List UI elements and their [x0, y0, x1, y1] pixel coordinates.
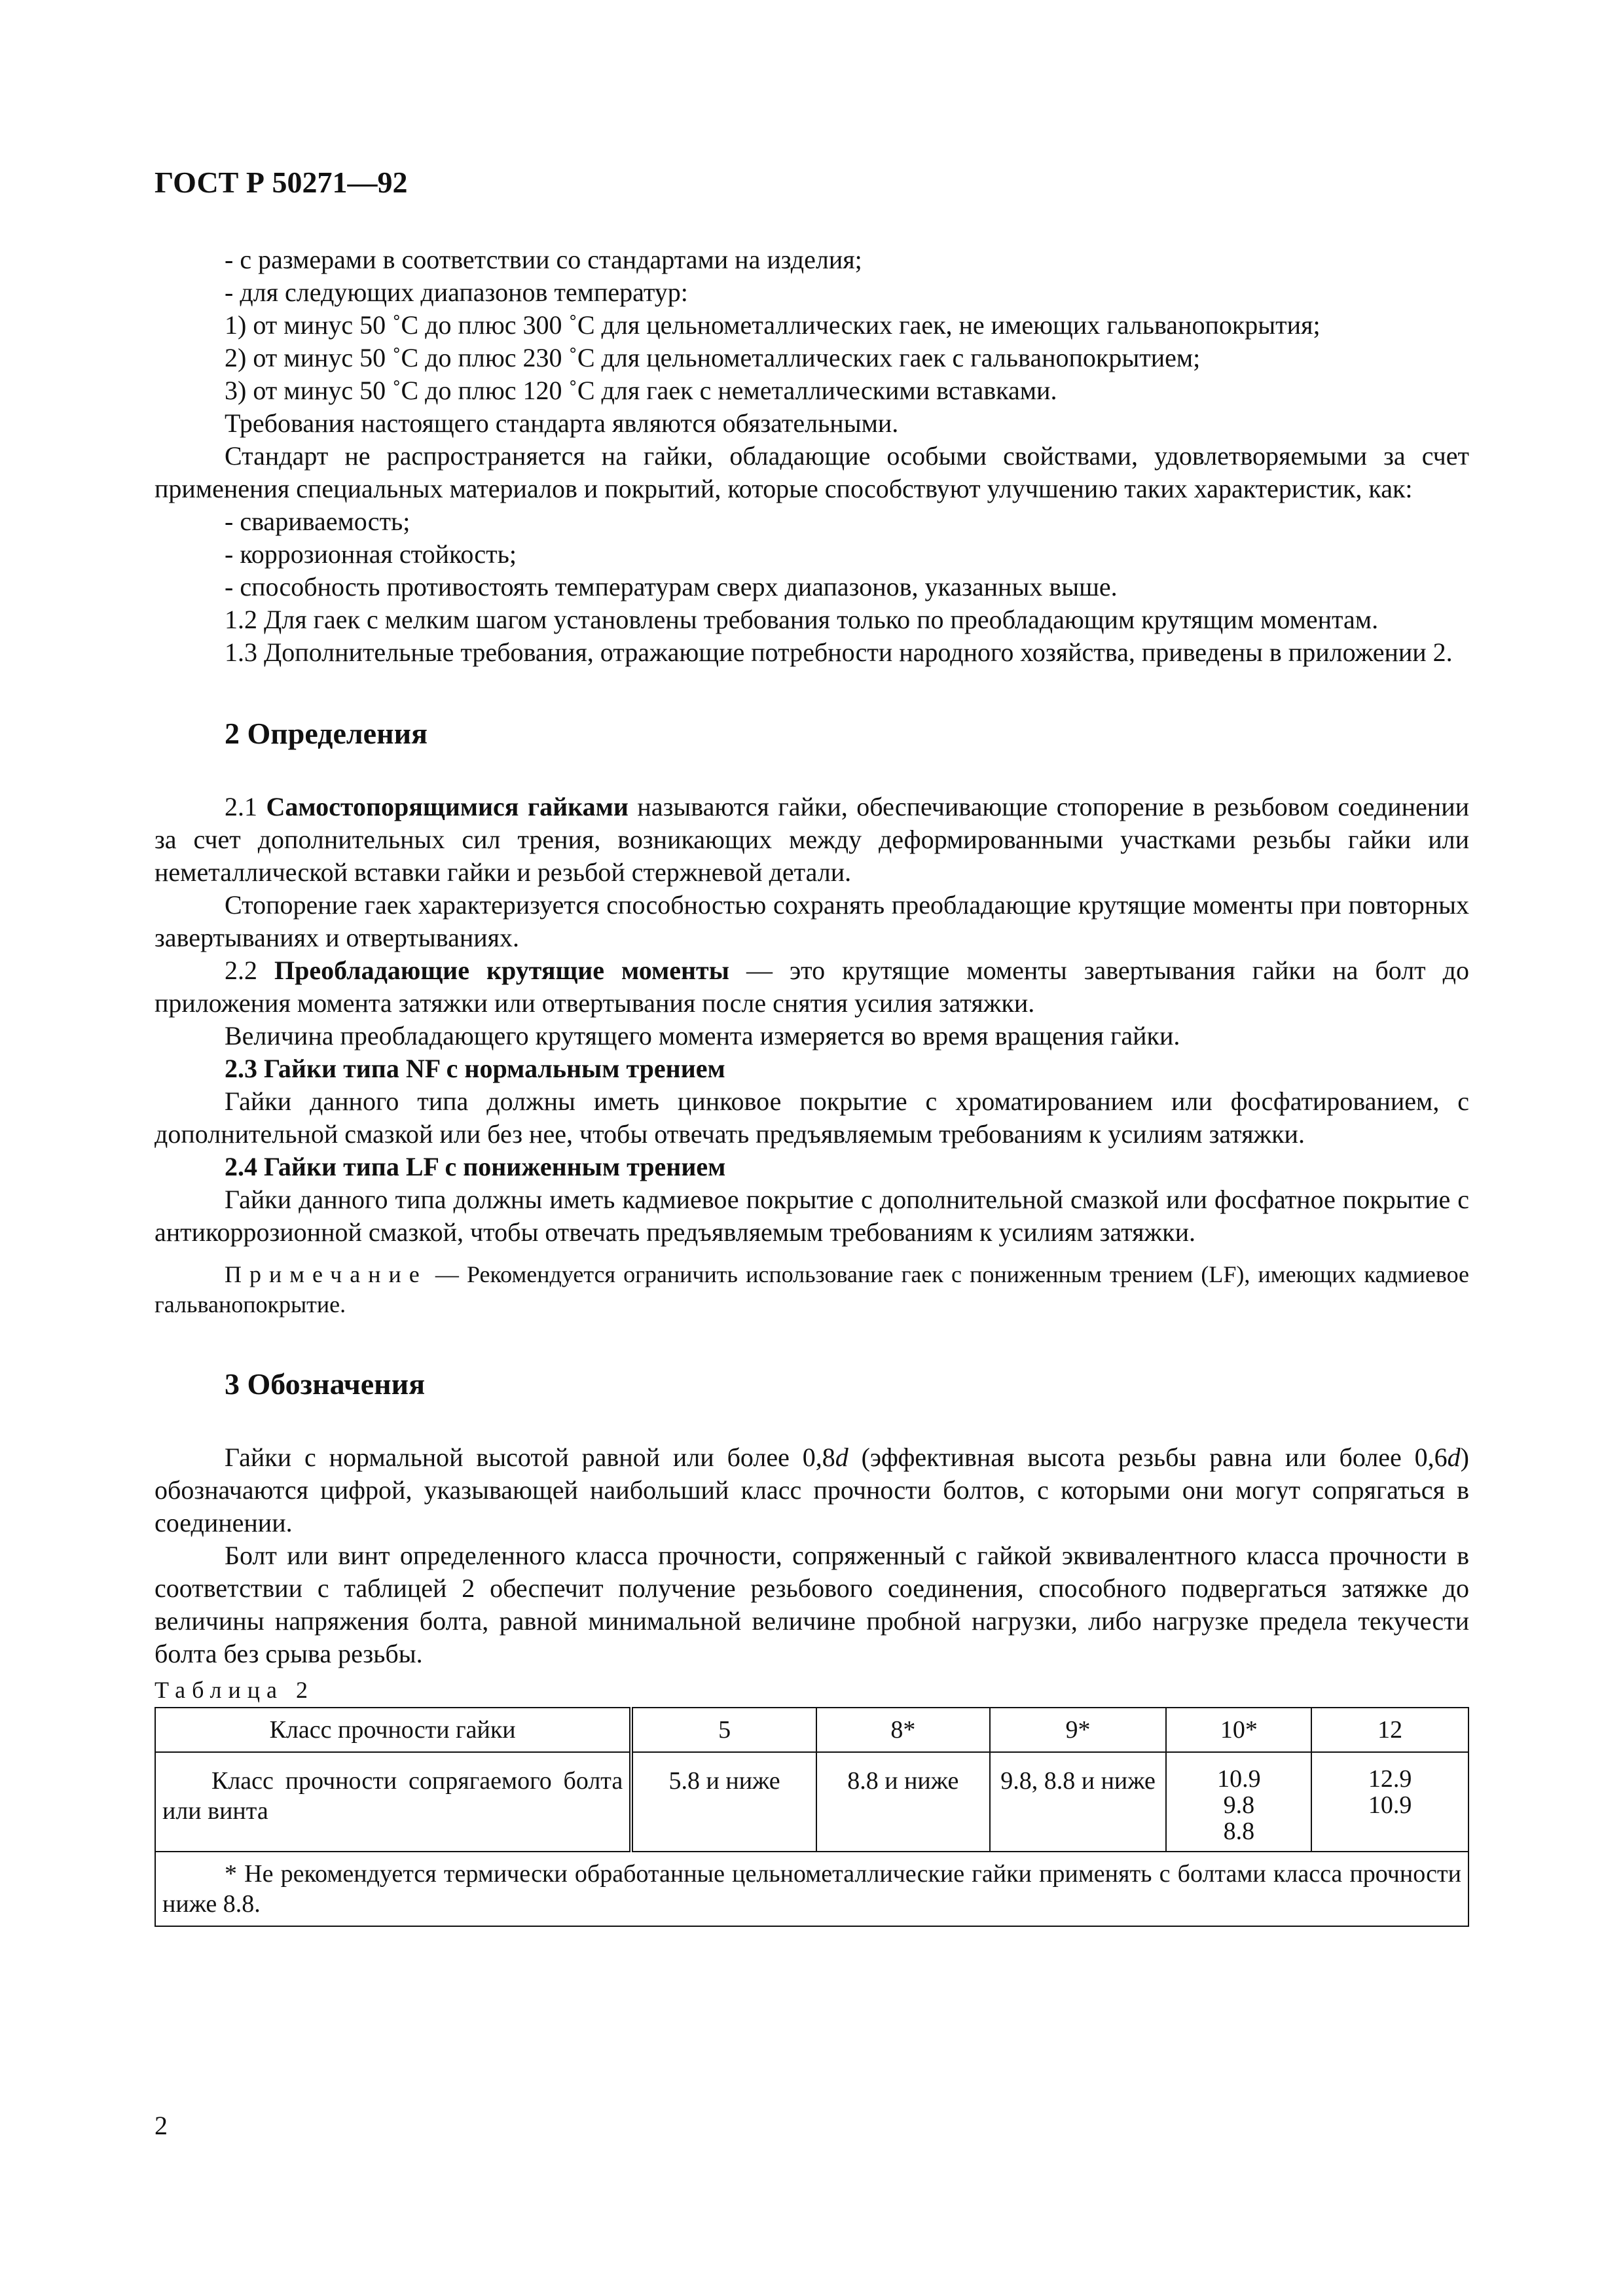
intro-line: 2) от минус 50 ˚С до плюс 230 ˚С для цельнометаллических гаек с гальванопокрытием; [225, 343, 1201, 372]
table-cell: 5.8 и ниже [631, 1752, 816, 1852]
table-label: Таблица 2 [155, 1677, 314, 1703]
defined-term: Самостопорящимися гайками [266, 792, 629, 821]
clause-number: 2.2 [225, 956, 257, 985]
clause-2-3-text: Гайки данного типа должны иметь цинковое покрытие с хроматированием или фосфатированием, с дополнительной смазкой или без нее, чтобы отвечать предъявляемым требованиям к усилиям затяжки. [155, 1086, 1469, 1149]
text-run: (эффективная высота резьбы равна или более 0,6 [848, 1443, 1448, 1472]
table-cell: 8.8 и ниже [816, 1752, 990, 1852]
clause-number: 2.1 [225, 792, 257, 821]
row-header: Класс прочности гайки [155, 1708, 631, 1752]
clause-2-2 [155, 954, 1469, 1020]
intro-line: - с размерами в соответствии со стандартами на изделия; [225, 245, 862, 274]
strength-class-table [155, 1707, 1469, 1927]
property-item: - свариваемость; [225, 507, 410, 536]
row-header: Класс прочности сопрягаемого болта или винта [155, 1752, 631, 1852]
text-run: Гайки с нормальной высотой равной или более 0,8 [225, 1443, 835, 1472]
property-item: - способность противостоять температурам сверх диапазонов, указанных выше. [225, 572, 1118, 601]
table-cell: 10* [1166, 1708, 1311, 1752]
table-footnote: * Не рекомендуется термически обработанные цельнометаллические гайки применять с болтами класса прочности ниже 8.8. [155, 1852, 1468, 1926]
table-cell [1166, 1752, 1311, 1852]
cell-line: 8.8 [1223, 1818, 1255, 1845]
document-header: ГОСТ Р 50271—92 [155, 166, 408, 199]
clause-2-4-text: Гайки данного типа должны иметь кадмиевое покрытие с дополнительной смазкой или фосфатное покрытие с антикоррозионной смазкой, чтобы отвечать предъявляемым требованиям к усилиям затяжки. [155, 1185, 1469, 1247]
intro-line: - для следующих диапазонов температур: [225, 278, 688, 307]
measure-paragraph: Величина преобладающего крутящего момента измеряется во время вращения гайки. [225, 1021, 1180, 1050]
scope-paragraph: Стандарт не распространяется на гайки, обладающие особыми свойствами, удовлетворяемыми за счет применения специальных материалов и покрытий, которые способствуют улучшению таких характеристик, как: [155, 441, 1469, 503]
table-cell: 5 [631, 1708, 816, 1752]
section-2-title: 2 Определения [225, 717, 428, 750]
locking-paragraph: Стопорение гаек характеризуется способностью сохранять преобладающие крутящие моменты при повторных завертываниях и отвертываниях. [155, 890, 1469, 952]
clause-2-1 [155, 791, 1469, 889]
note-label: Примечание [225, 1261, 428, 1287]
clause-2-3-heading: 2.3 Гайки типа NF с нормальным трением [225, 1054, 725, 1083]
intro-line: 1) от минус 50 ˚С до плюс 300 ˚С для цельнометаллических гаек, не имеющих гальванопокрытия; [225, 310, 1321, 340]
cell-line: 10.9 [1368, 1791, 1412, 1819]
intro-line: Требования настоящего стандарта являются обязательными. [225, 408, 899, 438]
table-row [155, 1852, 1468, 1926]
intro-line: 3) от минус 50 ˚С до плюс 120 ˚С для гаек с неметаллическими вставками. [225, 376, 1057, 405]
clause-1-3: 1.3 Дополнительные требования, отражающие потребности народного хозяйства, приведены в приложении 2. [225, 637, 1453, 667]
cell-line: 10.9 [1217, 1765, 1261, 1793]
cell-line: 12.9 [1368, 1765, 1412, 1793]
table-cell: 9* [990, 1708, 1167, 1752]
defined-term: Преобладающие крутящие моменты [274, 956, 729, 985]
note [155, 1259, 1469, 1319]
table-row [155, 1752, 1468, 1852]
text-run: ) обозначаются цифрой, указывающей наибольший класс прочности болтов, с которыми они могут сопрягаться в соединении. [155, 1443, 1469, 1537]
definition-text: — это крутящие моменты завертывания гайки на болт до приложения момента затяжки или отвертывания после снятия усилия затяжки. [155, 956, 1470, 1018]
property-item: - коррозионная стойкость; [225, 539, 517, 569]
table-cell: 8* [816, 1708, 990, 1752]
bolt-paragraph: Болт или винт определенного класса прочности, сопряженный с гайкой эквивалентного класса прочности в соответствии с таблицей 2 обеспечит получение резьбового соединения, способного подвергаться затяжке до величины напряжения болта, равной минимальной величине пробной нагрузки, либо нагрузке предела текучести болта без срыва резьбы. [155, 1541, 1469, 1668]
note-text: — Рекомендуется ограничить использование гаек с пониженным трением (LF), имеющих кадмиевое гальванопокрытие. [155, 1261, 1469, 1318]
table-cell: 9.8, 8.8 и ниже [990, 1752, 1167, 1852]
clause-1-2: 1.2 Для гаек с мелким шагом установлены требования только по преобладающим крутящим моментам. [225, 605, 1379, 634]
page-number: 2 [155, 2111, 168, 2140]
table-cell: 12 [1311, 1708, 1468, 1752]
designation-paragraph [155, 1441, 1469, 1539]
definition-text: называются гайки, обеспечивающие стопорение в резьбовом соединении за счет дополнительных сил трения, возникающих между деформированными участками резьбы гайки или неметаллической вставки гайки и резьбой стержневой детали. [155, 792, 1469, 887]
italic-d: d [1447, 1443, 1461, 1472]
section-3-title: 3 Обозначения [225, 1367, 426, 1401]
page-content [155, 243, 1469, 1927]
table-row [155, 1708, 1468, 1752]
clause-2-4-heading: 2.4 Гайки типа LF с пониженным трением [225, 1152, 726, 1181]
cell-line: 9.8 [1223, 1791, 1255, 1819]
table-cell [1311, 1752, 1468, 1852]
italic-d: d [835, 1443, 848, 1472]
